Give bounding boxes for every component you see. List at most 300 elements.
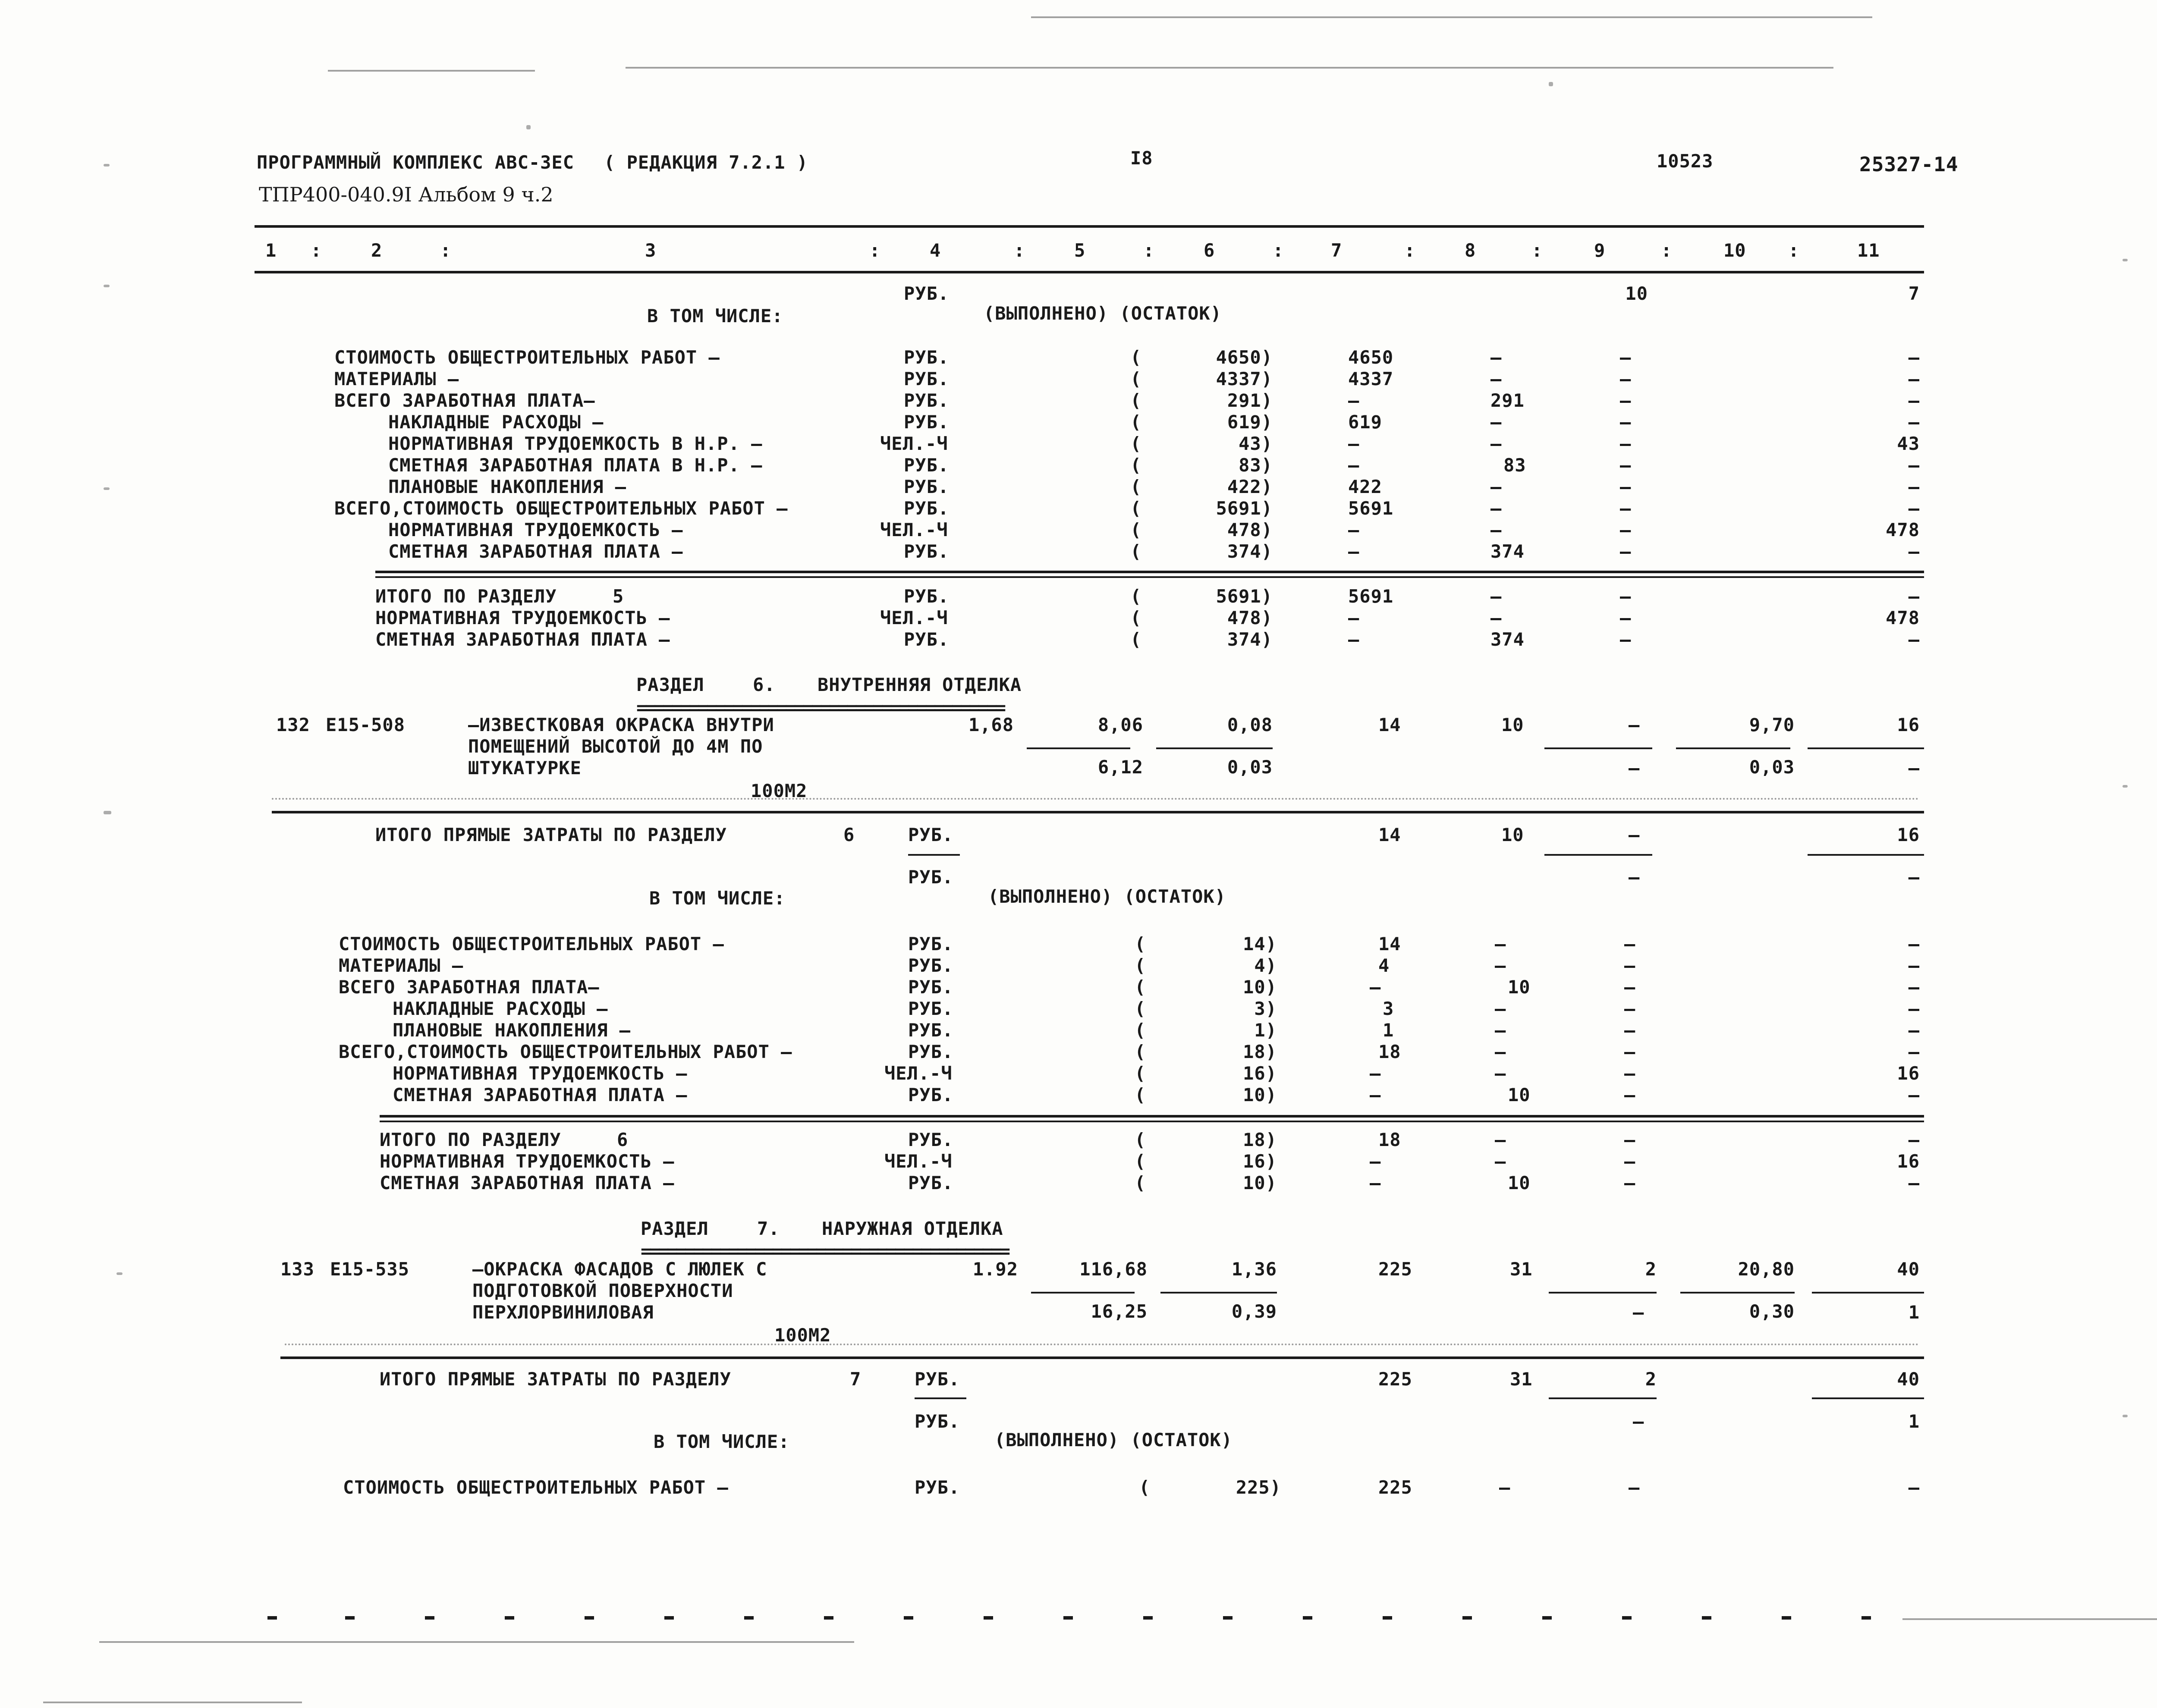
cell-c11: – bbox=[1908, 1041, 1920, 1062]
row-label: СМЕТНАЯ ЗАРАБОТНАЯ ПЛАТА В Н.Р. – bbox=[388, 455, 763, 476]
scan-speck bbox=[2122, 1415, 2128, 1417]
scan-streak bbox=[1031, 16, 1872, 18]
unit-cost: 16,25 bbox=[1091, 1301, 1148, 1322]
scan-streak bbox=[99, 1641, 854, 1643]
col-2: 2 bbox=[371, 240, 383, 261]
scan-speck bbox=[526, 125, 531, 129]
cell-c6: 291) bbox=[1227, 390, 1273, 411]
cell-c11: – bbox=[1908, 347, 1920, 368]
col-10: 10 bbox=[1723, 240, 1746, 261]
row-label: НОРМАТИВНАЯ ТРУДОЕМКОСТЬ – bbox=[388, 519, 683, 540]
dash-mark bbox=[984, 1616, 993, 1620]
header-top-rule bbox=[255, 225, 1924, 228]
sheet-number: 25327-14 bbox=[1859, 153, 1959, 176]
cell-c9: – bbox=[1624, 1172, 1636, 1193]
unit-rub: РУБ. bbox=[904, 455, 950, 476]
cell-c9: – bbox=[1620, 476, 1632, 497]
work-description: ПЕРХЛОРВИНИЛОВАЯ bbox=[472, 1302, 654, 1323]
work-description: –ИЗВЕСТКОВАЯ ОКРАСКА ВНУТРИ bbox=[468, 714, 774, 735]
unit-rub: РУБ. bbox=[908, 1020, 954, 1041]
col-7: 7 bbox=[1331, 240, 1343, 261]
paren: ( bbox=[1135, 1020, 1146, 1041]
cell-c11: – bbox=[1908, 1477, 1920, 1498]
cell-c10: 20,80 bbox=[1738, 1259, 1795, 1280]
paren: ( bbox=[1130, 476, 1142, 497]
scan-speck bbox=[2122, 785, 2128, 788]
col-1: 1 bbox=[265, 240, 277, 261]
pryam-label: ИТОГО ПРЯМЫЕ ЗАТРАТЫ ПО РАЗДЕЛУ bbox=[380, 1369, 731, 1390]
cell-c11: – bbox=[1908, 867, 1920, 888]
cell-c8: 291 bbox=[1490, 390, 1525, 411]
cell-c11: – bbox=[1908, 1020, 1920, 1041]
cell-c7: 14 bbox=[1378, 933, 1401, 954]
unit-cost: 0,08 bbox=[1227, 714, 1273, 735]
cell-c7: 225 bbox=[1378, 1259, 1412, 1280]
unit-rub: РУБ. bbox=[904, 390, 950, 411]
cell-c11: – bbox=[1908, 1129, 1920, 1150]
section-rule bbox=[272, 811, 1924, 813]
cell-c6: 14) bbox=[1243, 933, 1277, 954]
paren: ( bbox=[1130, 368, 1142, 389]
cell-c7: 1 bbox=[1383, 1020, 1394, 1041]
cell-c8: – bbox=[1490, 433, 1502, 454]
cell-c8: 10 bbox=[1508, 1172, 1531, 1193]
underline bbox=[1544, 747, 1652, 749]
cell-c9: – bbox=[1624, 1084, 1636, 1105]
cell-c7: – bbox=[1348, 455, 1360, 476]
itogo-label: СМЕТНАЯ ЗАРАБОТНАЯ ПЛАТА – bbox=[380, 1172, 675, 1193]
row-label: ПЛАНОВЫЕ НАКОПЛЕНИЯ – bbox=[393, 1020, 631, 1041]
rate-code: Е15-508 bbox=[326, 714, 406, 735]
col9-value: 10 bbox=[1625, 283, 1648, 304]
unit-rub: РУБ. bbox=[908, 1172, 954, 1193]
paren: ( bbox=[1130, 411, 1142, 433]
cell-c6: 422) bbox=[1227, 476, 1273, 497]
col-sep: : bbox=[1404, 240, 1416, 261]
cell-c11: – bbox=[1908, 368, 1920, 389]
underline bbox=[1031, 1292, 1135, 1294]
cell-c7: 225 bbox=[1378, 1477, 1412, 1498]
col-5: 5 bbox=[1074, 240, 1086, 261]
col-sep: : bbox=[1531, 240, 1543, 261]
unit: 100М2 bbox=[774, 1325, 831, 1346]
col-3: 3 bbox=[645, 240, 657, 261]
cell-c7: 4 bbox=[1378, 955, 1390, 976]
col-6: 6 bbox=[1204, 240, 1215, 261]
cell-c9: – bbox=[1624, 976, 1636, 998]
cell-c11: – bbox=[1908, 541, 1920, 562]
cell-c11: – bbox=[1908, 586, 1920, 607]
cell-c8: 10 bbox=[1508, 976, 1531, 998]
dash-mark bbox=[1542, 1616, 1552, 1620]
unit-chel: ЧЕЛ.-Ч bbox=[884, 1063, 953, 1084]
scan-speck bbox=[104, 285, 110, 287]
itogo-label: НОРМАТИВНАЯ ТРУДОЕМКОСТЬ – bbox=[380, 1151, 675, 1172]
paren: ( bbox=[1135, 955, 1146, 976]
col-9: 9 bbox=[1594, 240, 1606, 261]
underline bbox=[1027, 747, 1130, 749]
cell-c9: – bbox=[1633, 1411, 1644, 1432]
cell-c8: – bbox=[1490, 347, 1502, 368]
cell-c11: 16 bbox=[1897, 824, 1920, 845]
paren: ( bbox=[1130, 607, 1142, 628]
dash-mark bbox=[744, 1616, 754, 1620]
paren: ( bbox=[1130, 519, 1142, 540]
dash-mark bbox=[1143, 1616, 1153, 1620]
dash-mark bbox=[1622, 1616, 1632, 1620]
project-title: ТПР400-040.9I Альбом 9 ч.2 bbox=[259, 183, 553, 206]
cell-c11: 1 bbox=[1908, 1411, 1920, 1432]
unit-chel: ЧЕЛ.-Ч bbox=[880, 607, 948, 628]
scan-streak bbox=[626, 67, 1833, 69]
paren: ( bbox=[1135, 1041, 1146, 1062]
cell-c11: – bbox=[1908, 455, 1920, 476]
cell-c9: – bbox=[1620, 607, 1632, 628]
col-4: 4 bbox=[930, 240, 941, 261]
cell-c8: – bbox=[1495, 1151, 1506, 1172]
cell-c9: – bbox=[1620, 368, 1632, 389]
cell-c9: – bbox=[1624, 955, 1636, 976]
rate-code: Е15-535 bbox=[330, 1259, 410, 1280]
col-sep: : bbox=[1788, 240, 1800, 261]
cell-c9: 2 bbox=[1645, 1259, 1657, 1280]
unit-cost: 6,12 bbox=[1097, 757, 1143, 778]
dash-mark bbox=[267, 1616, 277, 1620]
cell-c7: – bbox=[1348, 629, 1360, 650]
dash-mark bbox=[1223, 1616, 1233, 1620]
cell-c9: – bbox=[1629, 757, 1640, 779]
unit-cost: 0,39 bbox=[1231, 1301, 1277, 1322]
cell-c6: 619) bbox=[1227, 411, 1273, 433]
row-label: ВСЕГО ЗАРАБОТНАЯ ПЛАТА– bbox=[339, 976, 600, 998]
col-sep: : bbox=[1273, 240, 1284, 261]
row-label: ПЛАНОВЫЕ НАКОПЛЕНИЯ – bbox=[388, 476, 627, 497]
cell-c6: 478) bbox=[1227, 607, 1273, 628]
program-edition: ( РЕДАКЦИЯ 7.2.1 ) bbox=[604, 152, 808, 173]
dash-mark bbox=[904, 1616, 913, 1620]
cell-c8: – bbox=[1495, 1020, 1506, 1041]
section-underline: ========================================== bbox=[636, 697, 1004, 718]
paren: ( bbox=[1130, 498, 1142, 519]
cell-c8: – bbox=[1495, 933, 1506, 954]
cell-c9: – bbox=[1629, 714, 1640, 735]
cell-c7: 225 bbox=[1378, 1369, 1412, 1390]
unit-rub: РУБ. bbox=[908, 1129, 954, 1150]
cell-c11: 16 bbox=[1897, 714, 1920, 735]
incl-label: В ТОМ ЧИСЛЕ: bbox=[649, 888, 786, 909]
cell-c8: – bbox=[1495, 1063, 1506, 1084]
row-label: МАТЕРИАЛЫ – bbox=[334, 368, 459, 389]
cell-c6: 225) bbox=[1236, 1477, 1281, 1498]
section-heading: РАЗДЕЛ bbox=[641, 1218, 709, 1239]
underline bbox=[1544, 854, 1652, 856]
section-number: 7. bbox=[757, 1218, 780, 1239]
cell-c7: – bbox=[1348, 607, 1360, 628]
col-sep: : bbox=[1661, 240, 1673, 261]
section-number: 6 bbox=[617, 1129, 629, 1150]
cell-c6: 43) bbox=[1239, 433, 1273, 454]
cell-c8: 83 bbox=[1503, 455, 1526, 476]
dash-mark bbox=[1861, 1616, 1871, 1620]
work-description: ПОДГОТОВКОЙ ПОВЕРХНОСТИ bbox=[472, 1280, 733, 1301]
paren: ( bbox=[1135, 1151, 1146, 1172]
scan-streak bbox=[1902, 1618, 2157, 1620]
unit-rub: РУБ. bbox=[904, 283, 950, 304]
cell-c11: – bbox=[1908, 498, 1920, 519]
dash-mark bbox=[1383, 1616, 1392, 1620]
cell-c10: 0,03 bbox=[1749, 757, 1795, 778]
row-label: НАКЛАДНЫЕ РАСХОДЫ – bbox=[388, 411, 604, 433]
scan-speck bbox=[104, 164, 110, 166]
cell-c9: – bbox=[1624, 998, 1636, 1019]
cell-c6: 374) bbox=[1227, 629, 1273, 650]
cell-c9: 2 bbox=[1645, 1369, 1657, 1390]
cell-c6: 16) bbox=[1243, 1063, 1277, 1084]
cell-c9: – bbox=[1620, 390, 1632, 411]
cell-c8: – bbox=[1495, 1041, 1506, 1062]
dash-mark bbox=[1462, 1616, 1472, 1620]
cell-c7: 5691 bbox=[1348, 586, 1394, 607]
underline bbox=[1549, 1397, 1657, 1399]
cell-c6: 10) bbox=[1243, 976, 1277, 998]
row-label: МАТЕРИАЛЫ – bbox=[339, 955, 464, 976]
section-title: ВНУТРЕННЯЯ ОТДЕЛКА bbox=[818, 674, 1022, 695]
unit-rub: РУБ. bbox=[904, 476, 950, 497]
scan-speck bbox=[104, 487, 110, 490]
col-sep: : bbox=[1014, 240, 1025, 261]
cell-c9: – bbox=[1620, 455, 1632, 476]
unit-rub: РУБ. bbox=[904, 498, 950, 519]
underline bbox=[915, 1397, 966, 1399]
cell-c11: – bbox=[1908, 933, 1920, 954]
cell-c6: 18) bbox=[1243, 1041, 1277, 1062]
cell-c9: – bbox=[1629, 1477, 1640, 1498]
cell-c8: – bbox=[1490, 476, 1502, 497]
cell-c8: – bbox=[1490, 586, 1502, 607]
row-label: ВСЕГО ЗАРАБОТНАЯ ПЛАТА– bbox=[334, 390, 595, 411]
unit-rub: РУБ. bbox=[908, 824, 954, 845]
paren: ( bbox=[1135, 1084, 1146, 1105]
cell-c7: – bbox=[1370, 1151, 1381, 1172]
dash-mark bbox=[505, 1616, 514, 1620]
cell-c11: 40 bbox=[1897, 1369, 1920, 1390]
underline bbox=[1676, 747, 1790, 749]
cell-c11: 478 bbox=[1886, 519, 1920, 540]
cell-c11: 43 bbox=[1897, 433, 1920, 454]
col-sep: : bbox=[1143, 240, 1155, 261]
cell-c11: 16 bbox=[1897, 1151, 1920, 1172]
cell-c8: 31 bbox=[1510, 1259, 1533, 1280]
cell-c7: – bbox=[1370, 1063, 1381, 1084]
cell-c8: 10 bbox=[1501, 714, 1524, 735]
itogo-label: ИТОГО ПО РАЗДЕЛУ bbox=[380, 1129, 561, 1150]
scan-streak bbox=[328, 70, 535, 72]
cell-c7: – bbox=[1348, 541, 1360, 562]
paren: ( bbox=[1130, 347, 1142, 368]
cell-c9: – bbox=[1624, 1063, 1636, 1084]
cell-c6: 1) bbox=[1254, 1020, 1277, 1041]
program-name: ПРОГРАММНЫЙ КОМПЛЕКС АВС-ЗЕС bbox=[257, 152, 575, 173]
cell-c7: – bbox=[1370, 976, 1381, 998]
unit-chel: ЧЕЛ.-Ч bbox=[880, 433, 948, 454]
cell-c11: 16 bbox=[1897, 1063, 1920, 1084]
cell-c7: 5691 bbox=[1348, 498, 1394, 519]
cell-c8: – bbox=[1490, 368, 1502, 389]
cell-c9: – bbox=[1629, 867, 1640, 888]
paren: ( bbox=[1135, 1063, 1146, 1084]
col-sep: : bbox=[311, 240, 322, 261]
quantity: 1.92 bbox=[972, 1259, 1018, 1280]
cell-c8: – bbox=[1495, 955, 1506, 976]
underline bbox=[1812, 1397, 1924, 1399]
cell-c8: – bbox=[1499, 1477, 1511, 1498]
paren: ( bbox=[1130, 586, 1142, 607]
unit-rub: РУБ. bbox=[908, 933, 954, 954]
cell-c9: – bbox=[1629, 824, 1640, 845]
paren: ( bbox=[1130, 629, 1142, 650]
cell-c11: – bbox=[1908, 976, 1920, 998]
col-sep: : bbox=[869, 240, 881, 261]
cell-c11: – bbox=[1908, 629, 1920, 650]
cell-c7: – bbox=[1370, 1084, 1381, 1105]
page-number: I8 bbox=[1130, 148, 1153, 169]
row-label: НАКЛАДНЫЕ РАСХОДЫ – bbox=[393, 998, 608, 1019]
document-code: 10523 bbox=[1657, 151, 1714, 172]
unit-rub: РУБ. bbox=[904, 368, 950, 389]
cell-c9: – bbox=[1620, 586, 1632, 607]
paren: ( bbox=[1130, 433, 1142, 454]
position-number: 132 bbox=[276, 714, 310, 735]
section-underline: ========================================== bbox=[641, 1240, 1009, 1262]
cell-c11: – bbox=[1908, 757, 1920, 779]
paren: ( bbox=[1135, 1129, 1146, 1150]
cell-c8: 31 bbox=[1510, 1369, 1533, 1390]
section-number: 5 bbox=[613, 586, 624, 607]
cell-c6: 478) bbox=[1227, 519, 1273, 540]
section-number: 6 bbox=[843, 824, 855, 845]
cell-c7: – bbox=[1348, 519, 1360, 540]
row-label: ВСЕГО,СТОИМОСТЬ ОБЩЕСТРОИТЕЛЬНЫХ РАБОТ – bbox=[334, 498, 788, 519]
itogo-rule bbox=[375, 571, 1924, 573]
row-label: СМЕТНАЯ ЗАРАБОТНАЯ ПЛАТА – bbox=[388, 541, 683, 562]
cell-c9: – bbox=[1620, 541, 1632, 562]
incl-label: В ТОМ ЧИСЛЕ: bbox=[654, 1431, 790, 1452]
cell-c6: 10) bbox=[1243, 1084, 1277, 1105]
cell-c8: – bbox=[1495, 1129, 1506, 1150]
cell-c8: 374 bbox=[1490, 541, 1525, 562]
underline bbox=[1549, 1292, 1657, 1294]
col-11: 11 bbox=[1857, 240, 1880, 261]
row-label: СТОИМОСТЬ ОБЩЕСТРОИТЕЛЬНЫХ РАБОТ – bbox=[339, 933, 724, 954]
cell-c9: – bbox=[1620, 411, 1632, 433]
work-description: ШТУКАТУРКЕ bbox=[468, 757, 582, 779]
cell-c9: – bbox=[1624, 1020, 1636, 1041]
work-description: –ОКРАСКА ФАСАДОВ С ЛЮЛЕК С bbox=[472, 1259, 767, 1280]
unit-cost: 8,06 bbox=[1097, 714, 1143, 735]
quantity: 1,68 bbox=[968, 714, 1014, 735]
section-heading: РАЗДЕЛ bbox=[636, 674, 704, 695]
cell-c8: 10 bbox=[1501, 824, 1524, 845]
paren: ( bbox=[1139, 1477, 1151, 1498]
unit-rub: РУБ. bbox=[915, 1411, 960, 1432]
cell-c9: – bbox=[1633, 1302, 1644, 1323]
cell-c9: – bbox=[1624, 1151, 1636, 1172]
dash-mark bbox=[1063, 1616, 1073, 1620]
dotted-rule bbox=[285, 1344, 1920, 1347]
paren: ( bbox=[1130, 390, 1142, 411]
scan-speck bbox=[2122, 259, 2128, 261]
cell-c8: 374 bbox=[1490, 629, 1525, 650]
cell-c9: – bbox=[1624, 1129, 1636, 1150]
col11-value: 7 bbox=[1908, 283, 1920, 304]
unit-rub: РУБ. bbox=[908, 976, 954, 998]
cell-c6: 10) bbox=[1243, 1172, 1277, 1193]
cell-c6: 83) bbox=[1239, 455, 1273, 476]
cell-c7: 4337 bbox=[1348, 368, 1394, 389]
itogo-rule bbox=[380, 1121, 1924, 1122]
unit-cost: 1,36 bbox=[1231, 1259, 1277, 1280]
paren: ( bbox=[1135, 998, 1146, 1019]
unit-rub: РУБ. bbox=[904, 541, 950, 562]
paren: ( bbox=[1130, 455, 1142, 476]
cell-c6: 4337) bbox=[1216, 368, 1273, 389]
cell-c10: 0,30 bbox=[1749, 1301, 1795, 1322]
row-label: СТОИМОСТЬ ОБЩЕСТРОИТЕЛЬНЫХ РАБОТ – bbox=[343, 1477, 729, 1498]
unit-cost: 0,03 bbox=[1227, 757, 1273, 778]
itogo-label: ИТОГО ПО РАЗДЕЛУ bbox=[375, 586, 557, 607]
unit-rub: РУБ. bbox=[904, 347, 950, 368]
header-bottom-rule bbox=[255, 271, 1924, 273]
cell-c9: – bbox=[1620, 629, 1632, 650]
scan-speck bbox=[116, 1272, 123, 1275]
cell-c11: – bbox=[1908, 476, 1920, 497]
cell-c9: – bbox=[1624, 1041, 1636, 1062]
pryam-label: ИТОГО ПРЯМЫЕ ЗАТРАТЫ ПО РАЗДЕЛУ bbox=[375, 824, 727, 845]
underline bbox=[1808, 854, 1924, 856]
unit-rub: РУБ. bbox=[915, 1369, 960, 1390]
work-description: ПОМЕЩЕНИЙ ВЫСОТОЙ ДО 4М ПО bbox=[468, 736, 763, 757]
cell-c6: 4) bbox=[1254, 955, 1277, 976]
cell-c8: – bbox=[1490, 607, 1502, 628]
cell-c8: – bbox=[1490, 411, 1502, 433]
unit-rub: РУБ. bbox=[904, 629, 950, 650]
paren: ( bbox=[1135, 976, 1146, 998]
underline bbox=[1156, 747, 1273, 749]
dash-mark bbox=[1702, 1616, 1711, 1620]
cell-c6: 5691) bbox=[1216, 498, 1273, 519]
position-number: 133 bbox=[280, 1259, 314, 1280]
dash-mark bbox=[425, 1616, 434, 1620]
scan-speck bbox=[1549, 82, 1553, 86]
itogo-label: СМЕТНАЯ ЗАРАБОТНАЯ ПЛАТА – bbox=[375, 629, 670, 650]
unit-rub: РУБ. bbox=[904, 411, 950, 433]
paren: ( bbox=[1135, 933, 1146, 954]
row-label: НОРМАТИВНАЯ ТРУДОЕМКОСТЬ – bbox=[393, 1063, 688, 1084]
vyp-label: (ВЫПОЛНЕНО) (ОСТАТОК) bbox=[994, 1429, 1233, 1451]
scan-speck bbox=[104, 811, 111, 814]
cell-c11: – bbox=[1908, 1172, 1920, 1193]
vyp-label: (ВЫПОЛНЕНО) (ОСТАТОК) bbox=[988, 886, 1226, 907]
unit-rub: РУБ. bbox=[904, 586, 950, 607]
underline bbox=[1808, 747, 1924, 749]
cell-c11: 1 bbox=[1908, 1302, 1920, 1323]
cell-c8: 10 bbox=[1508, 1084, 1531, 1105]
cell-c9: – bbox=[1620, 433, 1632, 454]
cell-c6: 18) bbox=[1243, 1129, 1277, 1150]
cell-c11: 478 bbox=[1886, 607, 1920, 628]
cell-c9: – bbox=[1620, 519, 1632, 540]
row-label: НОРМАТИВНАЯ ТРУДОЕМКОСТЬ В Н.Р. – bbox=[388, 433, 763, 454]
